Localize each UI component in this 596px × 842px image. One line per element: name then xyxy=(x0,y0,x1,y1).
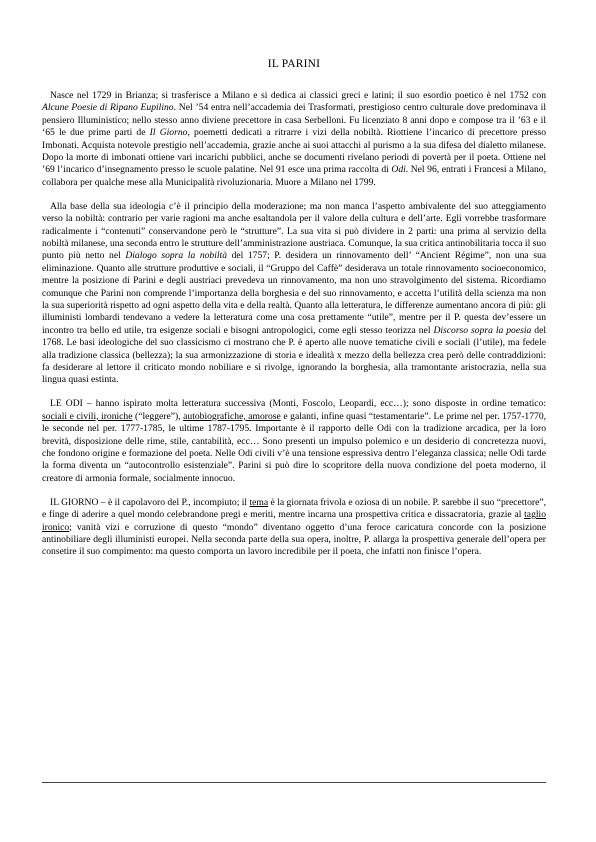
paragraph-odi xyxy=(42,398,546,485)
text-run: (“leggere”), xyxy=(132,410,184,422)
work-title: Dialogo sopra la nobiltà xyxy=(125,250,228,262)
bottom-divider xyxy=(42,782,546,783)
text-run: IL GIORNO – è il capolavoro del P., incompiuto; il xyxy=(50,496,250,508)
underlined-term: tema xyxy=(249,496,269,508)
text-run: Alla base della sua ideologia c’è il principio della moderazione; ma non manca l’aspetto ambivalente del suo atteggiamento verso la nobiltà: contrario per varie ragioni ma anche esaltandola per il valore della cultura e dell’arte. Egli vorrebbe trasformare radicalmente i “contenuti” conservandone però le “strutture”. La sua vita si può dividere in 2 parti: una prima al servizio della nobiltà milanese, una seconda entro le strutture dell’amministrazione austriaca. Comunque, la sua critica antinobilitaria tocca il suo punto più netto nel xyxy=(42,200,546,262)
work-title: Discorso sopra la poesia xyxy=(433,324,532,336)
work-title: Il Giorno xyxy=(149,127,188,139)
text-run: del 1768. Le basi ideologiche del suo classicismo ci mostrano che P. è aperto alle nuove tematiche civili e sociali (l’utile), ma fedele alla tradizione classica (bellezza); la sua armonizzazione di storia e idealità x mezzo della bellezza crea però delle contraddizioni: fa desiderare al lettore il criticato mondo nobiliare e si rivolge, ignorando la borghesia, alla tramontante aristocrazia, nella sua lingua quasi estinta. xyxy=(42,324,546,386)
text-run: . Nel 96, entrati i Francesi a Milano, collabora per qualche mese alla Municipalità rivoluzionaria. Muore a Milano nel 1799. xyxy=(42,164,546,188)
paragraph-biography xyxy=(42,90,546,189)
underlined-term: sociali e civili, ironiche xyxy=(42,410,133,422)
text-run: del 1757; P. desidera un rinnovamento dell’ “Ancient Régime”, non una sua eliminazione. Quanto alle strutture produttive e sociali, il “Gruppo del Caffè” desiderava un totale rinnovamento socioeconomico, mentre la posizione di Parini e degli austriaci prevedeva un rinnovamento, ma non uno stravolgimento del sistema. Ricordiamo comunque che Parini non comprende l’importanza della borghesia e del suo rinnovamento, e accetta l’utilità della scienza ma non la sua superiorità rispetto ad ogni aspetto della vita e della realtà. Quanto alla letteratura, le differenze aumentano ancora di più: gli illuministi lombardi tendevano a vedere la letteratura come una cosa prettamente “utile”, mentre per il P. questa dev’essere un incontro tra bello ed utile, tra esigenze sociali e bisogni antropologici, come egli stesso teorizza nel xyxy=(42,250,547,336)
text-run: , poemetti dedicati a ritrarre i vizi della nobiltà. Riottiene l’incarico di precettore presso Imbonati. Acquista notevole prestigio nell’accademia, grazie anche ai suoi attacchi al purismo a la sua difesa del dialetto milanese. Dopo la morte di imbonati ottiene vari incarichi pubblici, anche se documenti rivelano periodi di povertà per il poeta. Ottiene nel ’69 l’incarico d’insegnamento presso le scuole palatine. Nel 91 esce una prima raccolta di xyxy=(42,127,546,176)
text-run: e galanti, infine quasi “testamentarie”. Le prime nel per. 1757-1770, le seconde nel per. 1777-1785, le ultime 1787-1795. Importante è il rapporto delle Odi con la tradizione arcadica, per la loro brevità, disposizione delle rime, stile, cantabilità, ecc… Sono presenti un impulso polemico e un desiderio di concretezza nuovi, che fondono origine e formazione del poeta. Nelle Odi civili v’è una tensione espressiva dentro l’eleganza classica; nelle Odi tarde la forma diventa un “autocontrollo esistenziale”. Parini si può dire lo scopritore della nuova condizione del poeta moderno, il creatore di armonia formale, socialmente innocuo. xyxy=(42,410,547,484)
text-run: Nasce nel 1729 in Brianza; si trasferisce a Milano e si dedica ai classici greci e latini; il suo esordio poetico è nel 1752 con xyxy=(50,90,546,101)
work-title: Odi xyxy=(391,164,406,176)
text-run: . Nel ’54 entra nell’accademia dei Trasformati, prestigioso centro culturale dove predominava il pensiero Illuministico; nello stesso anno diviene precettore in casa Serbelloni. Fu licenziato 8 anni dopo e compose tra il ’63 e il ‘65 le due prime parti de xyxy=(42,102,546,139)
text-run: ; vanità vizi e corruzione di questo “mondo” diventano oggetto d’una feroce caricatura concorde con la posizione antinobiliare degli illuministi europei. Nella seconda parte della sua opera, inoltre, P. allarga la prospettiva generale dell’opera per consetire il suo compimento: ma questo comporta un lavoro incredibile per il poeta, che infatti non finisce l’opera. xyxy=(42,521,546,558)
text-run: è la giornata frivola e oziosa di un nobile. P. sarebbe il suo “precettore”, e finge di aderire a quel mondo celebrandone pregi e meriti, mentre incarna una prospettiva critica e dissacratoria, grazie al xyxy=(42,496,546,521)
underlined-term: autobiografiche, amorose xyxy=(183,410,281,422)
underlined-term: taglio ironico xyxy=(42,509,546,533)
paragraph-il-giorno xyxy=(42,497,546,559)
page-title: IL PARINI xyxy=(267,58,321,70)
paragraph-ideology xyxy=(42,201,546,387)
text-run: LE ODI – hanno ispirato molta letteratura successiva (Monti, Foscolo, Leopardi, ecc…); sono disposte in ordine tematico: xyxy=(50,398,546,410)
work-title: Alcune Poesie di Ripano Eupilino xyxy=(42,102,174,114)
